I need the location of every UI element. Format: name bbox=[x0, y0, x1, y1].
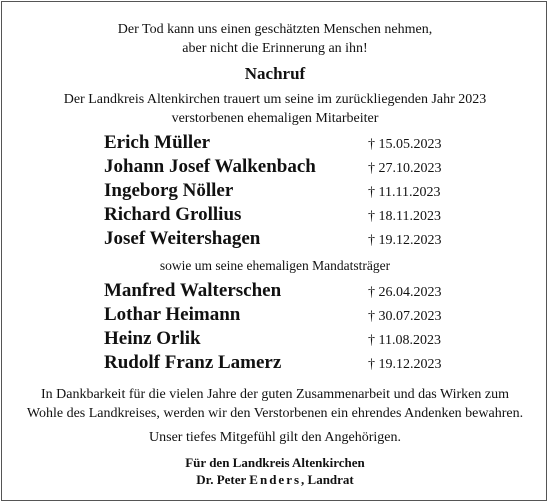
intro-quote bbox=[0, 20, 550, 58]
death-date: † 11.11.2023 bbox=[368, 185, 441, 200]
list-item bbox=[104, 204, 444, 228]
death-date: † 19.12.2023 bbox=[368, 233, 442, 248]
deceased-name: Ingeborg Nöller bbox=[104, 180, 234, 201]
intro-line-1: Der Tod kann uns einen geschätzten Menschen nehmen, bbox=[117, 22, 433, 37]
list-item bbox=[104, 228, 444, 252]
death-date: † 19.12.2023 bbox=[368, 357, 442, 372]
employee-list bbox=[104, 132, 444, 252]
closing-text bbox=[0, 385, 550, 423]
signature-block bbox=[0, 454, 550, 488]
condolence-text: Unser tiefes Mitgefühl gilt den Angehörigen. bbox=[149, 430, 401, 445]
lead-text bbox=[0, 90, 550, 128]
notice-title: Nachruf bbox=[244, 64, 306, 83]
deceased-name: Josef Weitershagen bbox=[104, 228, 261, 249]
deceased-name: Richard Grollius bbox=[104, 204, 242, 225]
lead-line-1: Der Landkreis Altenkirchen trauert um seine im zurückliegenden Jahr 2023 bbox=[63, 92, 487, 107]
deceased-name: Heinz Orlik bbox=[104, 328, 201, 349]
list-item bbox=[104, 304, 444, 328]
signature-person bbox=[0, 471, 550, 488]
deceased-name: Lothar Heimann bbox=[104, 304, 241, 325]
lead-line-2: verstorbenen ehemaligen Mitarbeiter bbox=[171, 111, 379, 126]
list-item bbox=[104, 280, 444, 304]
death-date: † 26.04.2023 bbox=[368, 285, 442, 300]
officials-separator: sowie um seine ehemaligen Mandatsträger bbox=[159, 258, 391, 273]
list-item bbox=[104, 132, 444, 156]
deceased-name: Manfred Walterschen bbox=[104, 280, 282, 301]
death-date: † 15.05.2023 bbox=[368, 137, 442, 152]
death-date: † 27.10.2023 bbox=[368, 161, 442, 176]
death-date: † 18.11.2023 bbox=[368, 209, 441, 224]
signature-role: , Landrat bbox=[301, 472, 354, 487]
officials-list bbox=[104, 280, 444, 376]
closing-line-1: In Dankbarkeit für die vielen Jahre der guten Zusammenarbeit und das Wirken zum bbox=[40, 387, 509, 402]
signature-surname: Enders bbox=[249, 472, 302, 487]
list-item bbox=[104, 156, 444, 180]
death-date: † 30.07.2023 bbox=[368, 309, 442, 324]
deceased-name: Johann Josef Walkenbach bbox=[104, 156, 316, 177]
deceased-name: Rudolf Franz Lamerz bbox=[104, 352, 282, 373]
list-item bbox=[104, 180, 444, 204]
intro-line-2: aber nicht die Erinnerung an ihn! bbox=[182, 41, 368, 56]
death-date: † 11.08.2023 bbox=[368, 333, 441, 348]
signature-organization: Für den Landkreis Altenkirchen bbox=[185, 455, 365, 470]
list-item bbox=[104, 352, 444, 376]
closing-line-2: Wohle des Landkreises, werden wir den Verstorbenen ein ehrendes Andenken bewahren. bbox=[26, 406, 524, 421]
signature-prefix: Dr. Peter bbox=[196, 472, 250, 487]
deceased-name: Erich Müller bbox=[104, 132, 211, 153]
list-item bbox=[104, 328, 444, 352]
